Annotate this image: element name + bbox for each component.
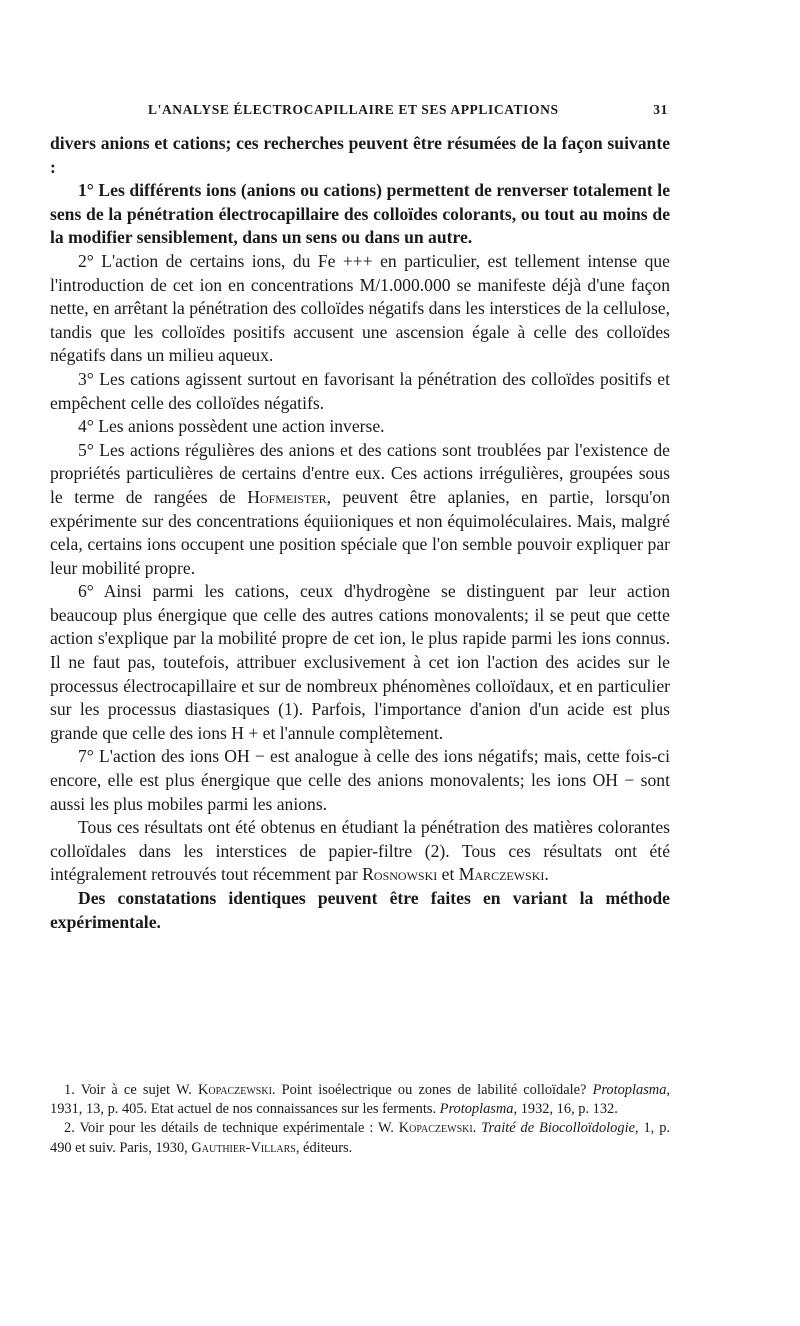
paragraph-8-text-b: . Tous ces résultats ont été intégralement retrouvés tout récemment par	[50, 840, 670, 885]
paragraph-5-text-a: 5° Les actions régulières des anions et des cations sont troublées par l'existence de propriétés particulières de certains d'entre eux. Ces actions irrégulières, groupées sous le terme de rangées de	[50, 439, 670, 507]
footnote-2-text-a: 2. Voir pour les détails de technique expérimentale : W.	[64, 1120, 394, 1137]
footnote-2-publisher: Gauthier-Villars	[191, 1139, 296, 1156]
paragraph-1: 1° Les différents ions (anions ou cations) permettent de renverser totalement le sens de la pénétration électrocapillaire des colloïdes colorants, ou tout au moins de la modifier sensiblement, dans un sens ou dans un autre.	[50, 180, 670, 248]
footnote-ref-2: (2)	[424, 840, 446, 861]
footnote-1-journal-2: Protoplasma	[439, 1101, 514, 1118]
running-title: L'ANALYSE ÉLECTROCAPILLAIRE ET SES APPLICATIONS	[148, 102, 559, 117]
paragraph-3: 3° Les cations agissent surtout en favorisant la pénétration des colloïdes positifs et empêchent celle des colloïdes négatifs.	[50, 368, 670, 413]
paragraph-8-end: .	[544, 864, 549, 885]
footnote-2-text-d: , éditeurs.	[295, 1139, 353, 1156]
footnote-2-author: Kopaczewski	[398, 1120, 473, 1137]
footnote-1-text-c: , 1931, 13, p. 405. Etat actuel de nos connaissances sur les ferments.	[50, 1082, 670, 1118]
running-header	[52, 102, 668, 118]
author-name-marczewski: Marczewski	[458, 864, 545, 885]
paragraph-9: Des constatations identiques peuvent être faites en variant la méthode expérimentale.	[50, 888, 670, 932]
footnote-2-text-b: .	[472, 1120, 477, 1137]
paragraph-intro: divers anions et cations; ces recherches peuvent être résumées de la façon suivante :	[50, 133, 670, 177]
paragraph-8-text-a: Tous ces résultats ont été obtenus en étudiant la pénétration des matières colorantes colloïdales dans les interstices de papier-filtre	[50, 817, 670, 861]
paragraph-7: 7° L'action des ions OH − est analogue à celle des ions négatifs; mais, cette fois-ci encore, elle est plus énergique que celle des anions monovalents; les ions OH − sont aussi les plus mobiles parmi les anions.	[50, 746, 670, 814]
footnote-ref-1: (1)	[278, 699, 299, 720]
paragraph-8	[50, 816, 670, 887]
paragraph-8-and: et	[437, 864, 459, 885]
footnote-1-text-d: , 1932, 16, p. 132.	[513, 1101, 618, 1118]
footnote-2	[50, 1119, 670, 1157]
body-text	[50, 132, 670, 934]
paragraph-6-text-b: . Parfois, l'importance d'anion d'un acide est plus grande que celle des ions H + et l'annule complètement.	[50, 699, 670, 743]
paragraph-6-text-a: 6° Ainsi parmi les cations, ceux d'hydrogène se distinguent par leur action beaucoup plus énergique que celle des autres cations monovalents; il se peut que cette action s'explique par la mobilité propre de cet ion, le plus rapide parmi les ions connus. Il ne faut pas, toutefois, attribuer exclusivement à cet ion l'action des acides sur le processus électrocapillaire et sur de nombreux phénomènes colloïdaux, et en particulier sur les processus diastasiques	[50, 581, 670, 720]
footnote-1-author: Kopaczewski	[197, 1082, 272, 1098]
paragraph-5	[50, 439, 670, 581]
author-name-rosnowski: Rosnowski	[362, 864, 438, 885]
paragraph-5-text-b: , peuvent être aplanies, en partie, lorsqu'on expérimente sur des concentrations équiioniques et non équimoléculaires. Mais, malgré cela, certains ions occupent une position spéciale que l'on semble pouvoir expliquer par leur mobilité propre.	[50, 486, 670, 578]
footnote-1-text-a: 1. Voir à ce sujet W.	[64, 1082, 192, 1098]
footnote-1	[50, 1081, 670, 1119]
paragraph-4: 4° Les anions possèdent une action inverse.	[78, 416, 385, 437]
footnote-1-journal: Protoplasma	[592, 1082, 667, 1098]
page-number: 31	[653, 102, 668, 117]
paragraph-2: 2° L'action de certains ions, du Fe +++ en particulier, est tellement intense que l'introduction de cet ion en concentrations M/1.000.000 se manifeste déjà d'une façon nette, en arrêtant la pénétration des colloïdes négatifs dans les interstices de la cellulose, tandis que les colloïdes positifs accusent une ascension égale à celle des colloïdes négatifs dans un milieu aqueux.	[50, 250, 670, 366]
footnote-2-text-c: , 1, p. 490 et suiv. Paris, 1930,	[50, 1120, 670, 1156]
footnotes	[50, 1081, 670, 1158]
footnote-2-title: Traité de Biocolloïdologie	[481, 1120, 635, 1137]
footnote-1-text-b: . Point isoélectrique ou zones de labilité colloïdale?	[271, 1082, 587, 1098]
paragraph-6	[50, 580, 670, 745]
author-name-hofmeister: Hofmeister	[247, 486, 327, 507]
